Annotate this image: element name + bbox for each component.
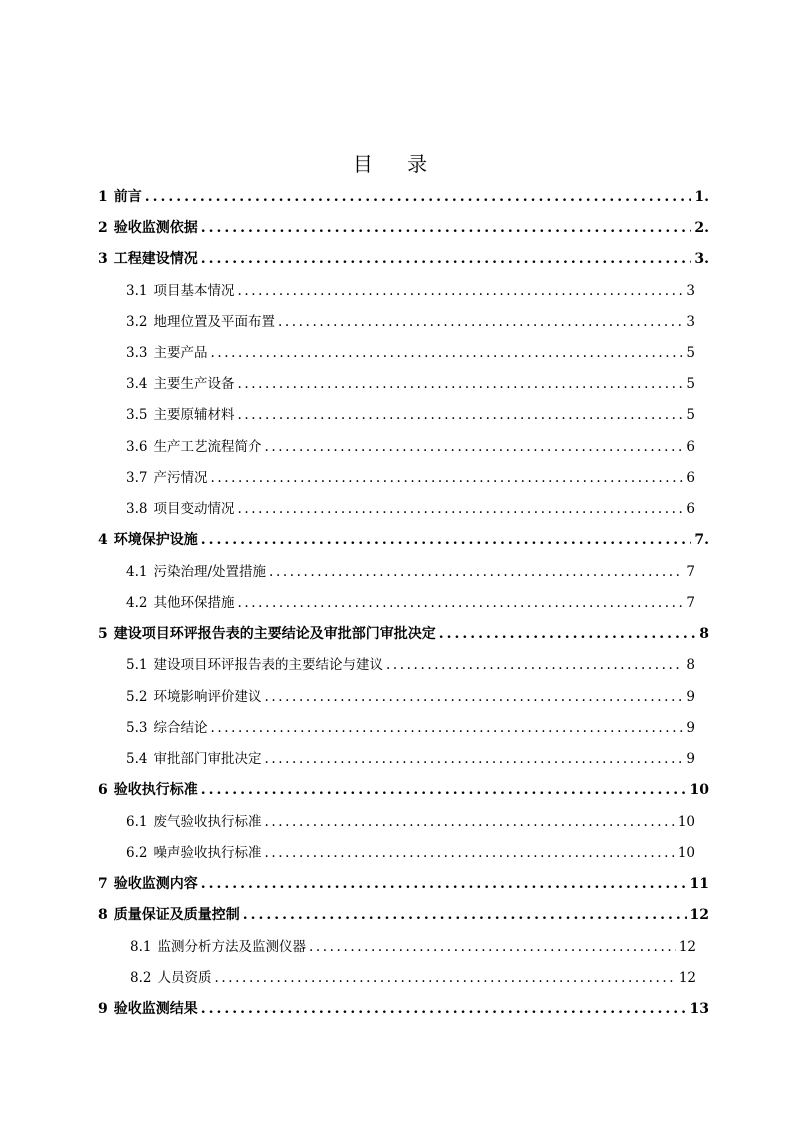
toc-entry-5[interactable] [98,621,709,643]
toc-text: 审批部门审批决定 [153,751,262,767]
toc-text: 噪声验收执行标准 [153,845,262,861]
toc-entry-5-1[interactable] [126,652,695,674]
dot-leader [309,938,676,956]
toc-number: 6.2 [126,845,148,861]
toc-number: 6.1 [126,814,148,830]
toc-page: 12 [689,907,709,923]
toc-entry-4-2[interactable] [126,590,695,612]
dot-leader [386,656,683,674]
toc-entry-3-5[interactable] [126,402,695,424]
dot-leader [264,750,683,768]
toc-text: 验收执行标准 [113,782,198,798]
toc-number: 3.1 [126,283,148,299]
toc-number: 3.4 [126,376,148,392]
toc-number: 6 [98,782,108,798]
dot-leader [237,500,683,518]
toc-page: 5 [686,376,695,392]
toc-text: 建设项目环评报告表的主要结论与建议 [153,657,383,673]
toc-number: 4 [98,532,108,548]
toc-number: 5.2 [126,689,148,705]
dot-leader [210,344,683,362]
toc-text: 验收监测结果 [113,1001,198,1017]
toc-text: 生产工艺流程简介 [153,439,262,455]
dot-leader [210,719,683,737]
toc-text: 环境保护设施 [113,532,198,548]
toc-entry-7[interactable] [98,871,709,893]
toc-page: 6 [686,439,695,455]
toc-text: 主要生产设备 [153,376,235,392]
toc-number: 3 [98,251,108,267]
toc-entry-6-2[interactable] [126,840,695,862]
toc-number: 8.2 [130,970,152,986]
toc-page: 3 [686,283,695,299]
toc-page: 10 [689,782,709,798]
toc-number: 5.1 [126,657,148,673]
dot-leader [237,282,683,300]
toc-number: 4.1 [126,564,148,580]
toc-text: 综合结论 [153,720,208,736]
toc-text: 验收监测内容 [113,876,198,892]
toc-page: 9 [686,751,695,767]
toc-number: 3.5 [126,407,148,423]
toc-entry-3-6[interactable] [126,434,695,456]
toc-page: 2. [694,220,709,236]
toc-text: 项目基本情况 [153,283,235,299]
toc-text: 项目变动情况 [153,501,235,517]
toc-number: 2 [98,220,108,236]
toc-number: 5.3 [126,720,148,736]
dot-leader [145,188,692,206]
toc-page: 9 [686,720,695,736]
dot-leader [201,781,687,799]
toc-text: 监测分析方法及监测仪器 [157,939,306,955]
toc-text: 地理位置及平面布置 [153,314,275,330]
toc-page: 8 [686,657,695,673]
toc-page: 5 [686,345,695,361]
toc-text: 环境影响评价建议 [153,689,262,705]
dot-leader [278,313,683,331]
toc-text: 污染治理/处置措施 [153,564,267,580]
toc-number: 9 [98,1001,108,1017]
toc-entry-3-3[interactable] [126,340,695,362]
toc-text: 其他环保措施 [153,595,235,611]
toc-title: 目 录 [352,152,442,176]
toc-number: 7 [98,876,108,892]
toc-entry-4-1[interactable] [126,559,695,581]
toc-entry-5-2[interactable] [126,684,695,706]
toc-page: 5 [686,407,695,423]
toc-entry-8-1[interactable] [130,934,696,956]
toc-entry-3-4[interactable] [126,371,695,393]
dot-leader [201,531,692,549]
toc-number: 8 [98,907,108,923]
toc-page: 13 [689,1001,709,1017]
dot-leader [201,1000,687,1018]
toc-page: 8 [699,626,709,642]
toc-number: 5.4 [126,751,148,767]
toc-text: 主要产品 [153,345,208,361]
toc-page: 7 [686,564,695,580]
toc-text: 建设项目环评报告表的主要结论及审批部门审批决定 [113,626,436,642]
dot-leader [264,438,683,456]
toc-text: 前言 [113,189,142,205]
toc-page: 12 [678,970,696,986]
toc-entry-3-8[interactable] [126,496,695,518]
toc-page: 10 [677,814,695,830]
toc-entry-3-7[interactable] [126,465,695,487]
dot-leader [269,563,683,581]
toc-page: 10 [677,845,695,861]
toc-page: 3. [694,251,709,267]
toc-text: 验收监测依据 [113,220,198,236]
toc-entry-3-2[interactable] [126,309,695,331]
toc-page: 1. [694,189,709,205]
toc-number: 1 [98,189,108,205]
dot-leader [237,594,683,612]
toc-number: 3.8 [126,501,148,517]
toc-number: 8.1 [130,939,152,955]
toc-entry-1[interactable] [98,184,709,206]
toc-entry-4[interactable] [98,527,709,549]
toc-number: 3.6 [126,439,148,455]
toc-entry-9[interactable] [98,996,709,1018]
toc-text: 废气验收执行标准 [153,814,262,830]
dot-leader [237,375,683,393]
toc-entry-6-1[interactable] [126,809,695,831]
toc-entry-5-3[interactable] [126,715,695,737]
toc-page: 7. [694,532,709,548]
toc-page: 12 [678,939,696,955]
dot-leader [201,875,687,893]
dot-leader [201,250,692,268]
toc-entry-5-4[interactable] [126,746,695,768]
toc-number: 5 [98,626,108,642]
toc-page: 9 [686,689,695,705]
toc-text: 产污情况 [153,470,208,486]
toc-entry-2[interactable] [98,215,709,237]
toc-entry-3-1[interactable] [126,278,695,300]
toc-number: 3.2 [126,314,148,330]
toc-page: 6 [686,470,695,486]
toc-number: 3.3 [126,345,148,361]
toc-text: 工程建设情况 [113,251,198,267]
toc-page: 11 [689,876,709,892]
dot-leader [439,625,697,643]
toc-text: 质量保证及质量控制 [113,907,240,923]
dot-leader [214,969,675,987]
dot-leader [243,906,687,924]
toc-number: 4.2 [126,595,148,611]
dot-leader [210,469,683,487]
toc-text: 人员资质 [157,970,212,986]
toc-entry-3[interactable] [98,246,709,268]
dot-leader [264,844,674,862]
toc-entry-8-2[interactable] [130,965,696,987]
toc-page: 7 [686,595,695,611]
dot-leader [264,688,683,706]
toc-entry-8[interactable] [98,902,709,924]
toc-page: 3 [686,314,695,330]
toc-page: 6 [686,501,695,517]
dot-leader [264,813,674,831]
dot-leader [201,219,692,237]
toc-text: 主要原辅材料 [153,407,235,423]
dot-leader [237,406,683,424]
toc-number: 3.7 [126,470,148,486]
toc-entry-6[interactable] [98,777,709,799]
